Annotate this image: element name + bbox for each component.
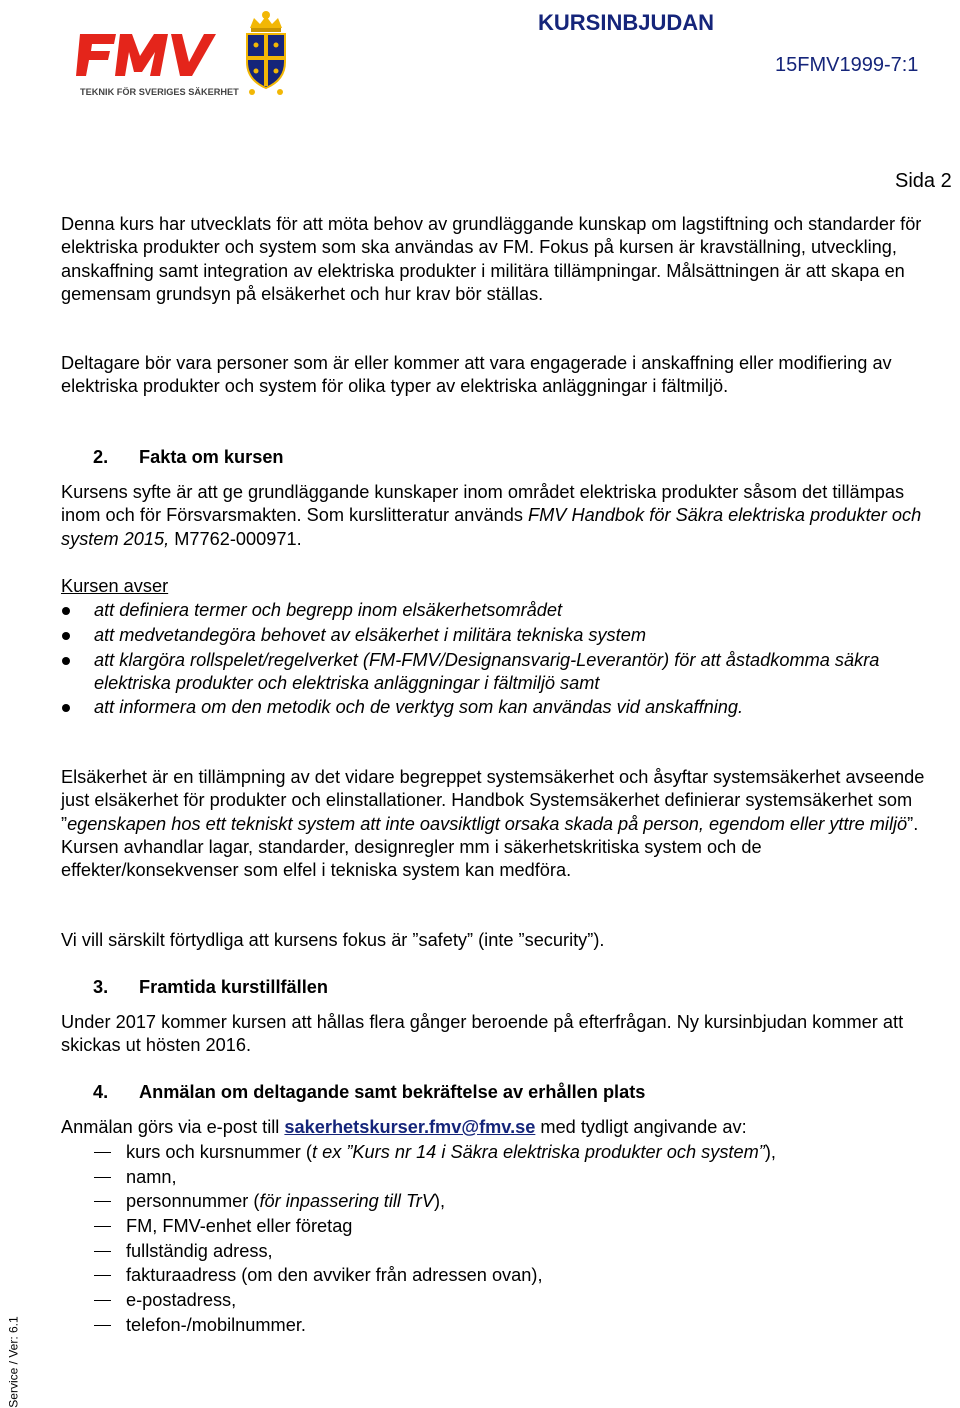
coat-of-arms-icon: [247, 11, 285, 95]
section-2-paragraph-2: [61, 766, 941, 882]
list-item: att definiera termer och begrepp inom elsäkerhetsområdet: [61, 599, 941, 622]
section-2-p2-text: Elsäkerhet är en tillämpning av det vidare begreppet systemsäkerhet och åsyftar systemsäkerhet avseende just elsäkerhet för produkter och elinstallationer. Handbok Systemsäkerhet definierar systemsäkerhet som ”: [61, 767, 925, 834]
list-item: [61, 1215, 941, 1240]
fmv-logo: [76, 4, 291, 100]
fmv-wordmark: [76, 34, 216, 76]
item-text: namn,: [126, 1166, 177, 1187]
list-item: att medvetandegöra behovet av elsäkerhet i militära tekniska system: [61, 624, 941, 647]
item-text: FM, FMV-enhet eller företag: [126, 1216, 353, 1237]
section-2-p2-definition: egenskapen hos ett tekniskt system att inte oavsiktligt orsaka skada på person, egendom eller yttre miljö: [67, 813, 908, 834]
section-4-heading: [93, 1081, 645, 1104]
intro-paragraph-1: Denna kurs har utvecklats för att möta behov av grundläggande kunskap om lagstiftning och standarder för elektriska produkter och system som ska användas av FM. Fokus på kursen är kravställning, utveckling, anskaffning samt integration av elektriska produkter i militära tillämpningar. Målsättningen är att skapa en gemensam grundsyn på elsäkerhet och hur krav bör ställas.: [61, 214, 922, 304]
item-text-end: ),: [764, 1142, 776, 1162]
list-item: att informera om den metodik och de verktyg som kan användas vid anskaffning.: [61, 696, 941, 719]
section-2-paragraph-3: Vi vill särskilt förtydliga att kursens fokus är ”safety” (inte ”security”).: [61, 930, 605, 950]
section-3-title: Framtida kurstillfällen: [139, 977, 328, 997]
document-number: 15FMV1999-7:1: [775, 54, 919, 76]
section-2-p2-text-end: ”. Kursen avhandlar lagar, standarder, designregler mm i säkerhetskritiska system och de effekter/konsekvenser som elfel i tekniska system kan medföra.: [61, 813, 919, 881]
list-item: [61, 1141, 941, 1166]
list-item: [61, 1240, 941, 1265]
item-text: e-postadress,: [126, 1290, 237, 1311]
list-item: [61, 1166, 941, 1191]
side-footer-version: Service / Ver: 6.1: [6, 1316, 21, 1408]
section-2-title: Fakta om kursen: [139, 447, 284, 467]
section-4-intro: [61, 1116, 941, 1139]
section-4-intro-text: Anmälan görs via e-post till: [61, 1117, 285, 1137]
section-4-title: Anmälan om deltagande samt bekräftelse av erhållen plats: [139, 1082, 646, 1102]
item-note: för inpassering till TrV: [259, 1191, 434, 1212]
document-title: KURSINBJUDAN: [538, 10, 715, 35]
list-item: [61, 1264, 941, 1289]
dash-icon: [94, 1177, 111, 1178]
section-4-intro-text-end: med tydligt angivande av:: [535, 1117, 747, 1137]
page-number: Sida 2: [895, 170, 952, 192]
section-2-heading: [93, 446, 284, 469]
email-link[interactable]: sakerhetskurser.fmv@fmv.se: [284, 1117, 536, 1137]
section-3-heading: [93, 976, 328, 999]
fmv-tagline: TEKNIK FÖR SVERIGES SÄKERHET: [80, 87, 239, 97]
course-aims-heading: Kursen avser: [61, 576, 169, 596]
list-item: [61, 1190, 941, 1215]
dash-icon: [94, 1325, 111, 1326]
dash-icon: [94, 1226, 111, 1227]
item-example: t ex ”Kurs nr 14 i Säkra elektriska produkter och system”: [311, 1142, 765, 1162]
section-2-p1-ref: M7762-000971.: [169, 528, 302, 549]
item-text-end: ),: [433, 1191, 446, 1212]
course-aims-list: [61, 599, 941, 719]
dash-icon: [94, 1275, 111, 1276]
dash-icon: [94, 1251, 111, 1252]
section-2-paragraph-1: [61, 481, 941, 551]
item-text: fakturaadress (om den avviker från adressen ovan),: [126, 1265, 543, 1286]
section-2-p1-book-title: FMV Handbok för Säkra elektriska produkter och system 2015,: [61, 505, 922, 549]
item-text: kurs och kursnummer (: [126, 1142, 312, 1162]
list-item: [61, 1289, 941, 1314]
section-2-p1-text: Kursens syfte är att ge grundläggande kunskaper inom området elektriska produkter såsom det tillämpas inom och för Försvarsmakten. Som kurslitteratur används: [61, 482, 905, 526]
section-2-number: 2.: [93, 447, 109, 467]
dash-icon: [94, 1201, 111, 1202]
section-4-number: 4.: [93, 1082, 109, 1102]
section-3-number: 3.: [93, 977, 109, 997]
dash-icon: [94, 1152, 111, 1153]
list-item: [61, 1314, 941, 1339]
list-item: att klargöra rollspelet/regelverket (FM-FMV/Designansvarig-Leverantör) för att åstadkomma säkra elektriska produkter och elektriska anläggningar i fältmiljö samt: [61, 649, 941, 696]
item-text: personnummer (: [126, 1191, 260, 1212]
item-text: telefon-/mobilnummer.: [126, 1314, 306, 1335]
intro-paragraph-2: Deltagare bör vara personer som är eller kommer att vara engagerade i anskaffning eller modifiering av elektriska produkter och system för olika typer av elektriska anläggningar i fältmiljö.: [61, 353, 892, 397]
item-text: fullständig adress,: [126, 1240, 273, 1261]
registration-requirements-list: [61, 1141, 941, 1339]
section-3-paragraph: Under 2017 kommer kursen att hållas flera gånger beroende på efterfrågan. Ny kursinbjudan kommer att skickas ut hösten 2016.: [61, 1012, 904, 1056]
dash-icon: [94, 1300, 111, 1301]
